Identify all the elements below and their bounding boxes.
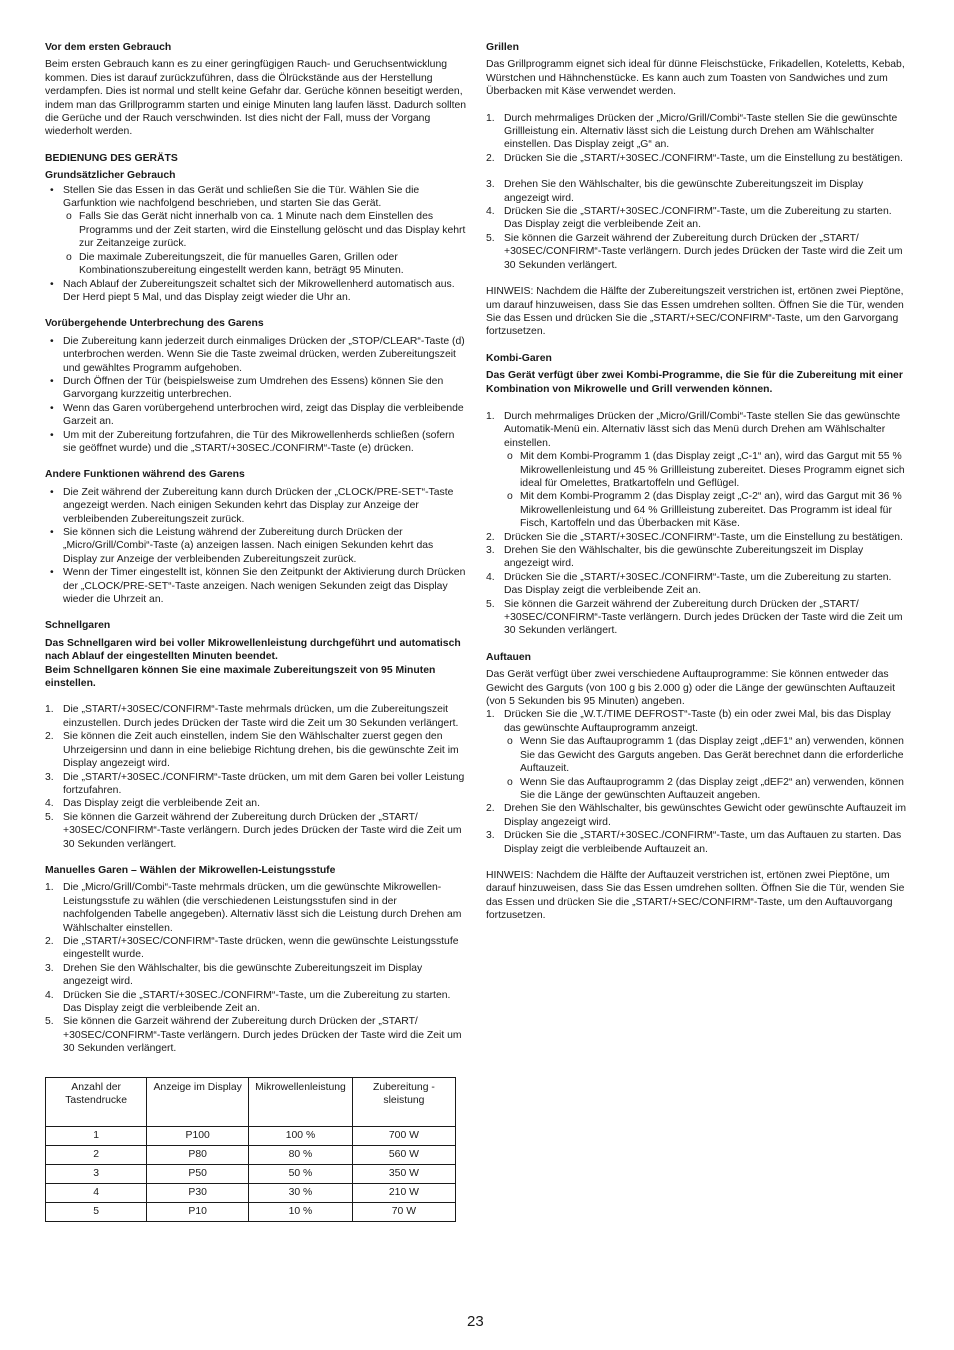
list-item: 1. Durch mehrmaliges Drücken der „Micro/Grill/Combi“-Taste stellen Sie die gewünschte Grillleistung ein. Alternativ lässt sich die Leistung durch Drehen am Wählschalter einstellen. Das Display zeigt „G“ an. xyxy=(486,112,898,151)
table-body xyxy=(46,1126,456,1221)
defrost-steps xyxy=(486,708,908,855)
grill-steps xyxy=(486,112,908,272)
manual-steps xyxy=(45,881,467,1055)
list-item: 2. Drehen Sie den Wählschalter, bis gewünschtes Gewicht oder gewünschte Auftauzeit im Display angezeigt wird. xyxy=(486,803,906,828)
list-item: 5. Sie können die Garzeit während der Zubereitung durch Drücken der „START/ +30SEC/CONFIRM“-Taste verlängern. Durch jedes Drücken der Taste wird die Zeit um 30 Sekunden verlängert. xyxy=(45,811,462,850)
combi-sublist xyxy=(504,450,908,530)
column-header: Zubereitung -sleistung xyxy=(352,1077,455,1126)
table-cell: 50 % xyxy=(249,1164,353,1183)
step-text: Die „START/+30SEC./CONFIRM“-Taste drücken, um mit dem Garen bei voller Leistung fortzufahren. xyxy=(63,771,465,796)
list-item: • Wenn das Garen vorübergehend unterbrochen wird, zeigt das Display die verbleibende Garzeit an. xyxy=(45,402,467,429)
list-item: 2. Drücken Sie die „START/+30SEC./CONFIRM“-Taste, um die Einstellung zu bestätigen. xyxy=(486,152,903,164)
table-cell: 560 W xyxy=(352,1145,455,1164)
section-other-functions xyxy=(45,468,467,606)
quick-intro-line-1: Das Schnellgaren wird bei voller Mikrowellenleistung durchgeführt und automatisch nach Ablauf der eingestellten Minuten beendet. xyxy=(45,637,461,663)
table-header-row xyxy=(46,1077,456,1126)
power-level-table xyxy=(45,1077,456,1222)
step-text: Drücken Sie die „START/+30SEC./CONFIRM"-Taste, um die Zubereitung zu starten. Das Display zeigt die verbleibende Zeit an. xyxy=(504,206,892,231)
heading-interruption: Vorübergehende Unterbrechung des Garens xyxy=(45,318,264,330)
list-item: 4. Das Display zeigt die verbleibende Zeit an. xyxy=(45,798,260,810)
other-functions-list xyxy=(45,486,467,607)
combi-intro: Das Gerät verfügt über zwei Kombi-Programme, die Sie für die Zubereitung mit einer Kombination von Mikrowelle und Grill verwenden können. xyxy=(486,370,903,395)
list-item: • Um mit der Zubereitung fortzufahren, die Tür des Mikrowellenherds schließen (sofern sie geöffnet wurde) und die „START/+30SEC./CONFIRM“-Taste (e) drücken. xyxy=(45,429,467,456)
left-column xyxy=(45,41,467,1222)
step-text: Sie können die Garzeit während der Zubereitung durch Drücken der „START/ +30SEC/CONFIRM“-Taste verlängern. Durch jedes Drücken der Taste wird die Zeit um 30 Sekunden verlängert. xyxy=(63,811,462,850)
heading-defrost: Auftauen xyxy=(486,651,532,663)
table-row xyxy=(46,1183,456,1202)
step-text: Sie können die Garzeit während der Zubereitung durch Drücken der „START/ +30SEC/CONFIRM“-Taste verlängern. Durch jedes Drücken der Taste wird die Zeit um 30 Sekunden verlängert. xyxy=(504,232,903,271)
step-text: Drücken Sie die „START/+30SEC./CONFIRM“-Taste, um das Auftauen zu starten. Das Display zeigt die verbleibende Auftauzeit an. xyxy=(504,830,902,855)
paragraph-defrost: Das Gerät verfügt über zwei verschiedene Auftauprogramme: Sie können entweder das Gewicht des Garguts (von 100 g bis 2.000 g) oder die Länge der gewünschten Auftauzeit (von 5 Sekunden bis 95 Minuten) angeben. xyxy=(486,669,895,708)
table-cell: 2 xyxy=(46,1145,147,1164)
step-text: Die „START/+30SEC/CONFIRM“-Taste mehrmals drücken, um die Zubereitungszeit einzustellen. Durch jedes Drücken der Taste wird die Zeit um 30 Sekunden verlängert. xyxy=(63,704,459,729)
list-item: • Die Zubereitung kann jederzeit durch einmaliges Drücken der „STOP/CLEAR“-Taste (d) unterbrochen werden. Wenn Sie die Taste zweimal drücken, werden Zubereitungszeit und gewähltes Programm aufgehoben. xyxy=(45,335,467,375)
list-item: 1. Die „Micro/Grill/Combi“-Taste mehrmals drücken, um die gewünschte Mikrowellen-Leistungsstufe zu wählen (die verschiedenen Leistungsstufen sind in der nachfolgenden Tabelle angegeben). Alternativ lässt sich die Leistung durch Drehen am Wählschalter einstellen. xyxy=(45,882,462,934)
step-text: Drehen Sie den Wählschalter, bis die gewünschte Zubereitungszeit im Display angezeigt wird. xyxy=(504,545,864,570)
column-header: Anzahl der Tastendrucke xyxy=(46,1077,147,1126)
defrost-note: HINWEIS: Nachdem die Hälfte der Auftauzeit verstrichen ist, ertönen zwei Pieptöne, um darauf hinzuweisen, dass Sie das Essen umdrehen sollten. Öffnen Sie die Tür, wenden Sie das Essen und drücken Sie die „START/+SEC/CONFIRM“-Taste, um den Auftauvorgang fortzusetzen. xyxy=(486,869,905,922)
interruption-list xyxy=(45,335,467,456)
section-basic-use xyxy=(45,169,467,304)
list-item: • Sie können sich die Leistung während der Zubereitung durch Drücken der „Micro/Grill/Combi“-Taste (a) anzeigen lassen. Nach einigen Sekunden kehrt das Display zur Anzeige der verbleibenden Zubereitungszeit zurück. xyxy=(45,526,467,566)
step-text: Die „START/+30SEC/CONFIRM“-Taste drücken, wenn die gewünschte Leistungsstufe eingestellt wurde. xyxy=(63,935,459,961)
section-combi xyxy=(486,352,908,651)
table-row xyxy=(46,1145,456,1164)
heading-combi: Kombi-Garen xyxy=(486,352,552,364)
heading-basic-use: Grundsätzlicher Gebrauch xyxy=(45,170,176,182)
section-manual-cooking xyxy=(45,864,467,1056)
list-item: 1. Drücken Sie die „W.T./TIME DEFROST“-Taste (b) ein oder zwei Mal, bis das Display das gewünschte Auftauprogramm anzeigt. o Wenn Sie das Auftauprogramm 1 (das Display zeigt „dEF1“ an) verwenden, können Sie das Gewicht des Garguts angeben. Das Gerät berechnet dann die erforderliche Auftauzeit. o Wenn Sie das Auftauprogramm 2 (das Display zeigt „dEF2“ an) verwenden, können Sie die Länge der gewünschten Auftauzeit angeben. xyxy=(486,708,908,802)
right-column xyxy=(486,41,908,936)
section-quick-cooking xyxy=(45,619,467,851)
paragraph-grill: Das Grillprogramm eignet sich ideal für dünne Fleischstücke, Frikadellen, Koteletts, Kebab, Würstchen und Hähnchenstücke. Es kann auch zum Toasten von Sandwiches und zum Überbacken mit Käse verwendet werden. xyxy=(486,59,905,98)
step-text: Drücken Sie die „START/+30SEC./CONFIRM“-Taste, um die Zubereitung zu starten. Das Display zeigt die verbleibende Zeit an. xyxy=(63,989,451,1014)
heading-grill: Grillen xyxy=(486,42,519,53)
table-cell: 350 W xyxy=(352,1164,455,1183)
step-text: Sie können die Garzeit während der Zubereitung durch Drücken der „START/ +30SEC/CONFIRM“-Taste verlängern. Durch jedes Drücken der Taste wird die Zeit um 30 Sekunden verlängert. xyxy=(504,598,903,637)
section-interruption xyxy=(45,317,467,455)
defrost-sublist xyxy=(504,735,908,802)
list-item: 2. Drücken Sie die „START/+30SEC./CONFIRM“-Taste, um die Einstellung zu bestätigen. xyxy=(486,531,903,543)
table-cell: 30 % xyxy=(249,1183,353,1202)
list-item: 4. Drücken Sie die „START/+30SEC./CONFIRM“-Taste, um die Zubereitung zu starten. Das Display zeigt die verbleibende Zeit an. xyxy=(45,989,451,1014)
step-text: Das Display zeigt die verbleibende Zeit an. xyxy=(63,798,260,810)
table-cell: 3 xyxy=(46,1164,147,1183)
table-cell: 100 % xyxy=(249,1126,353,1145)
list-item: 3. Drehen Sie den Wählschalter, bis die gewünschte Zubereitungszeit im Display angezeigt wird. xyxy=(45,962,423,988)
table-cell: 4 xyxy=(46,1183,147,1202)
table-cell: 10 % xyxy=(249,1202,353,1221)
table-row xyxy=(46,1164,456,1183)
basic-use-sublist xyxy=(63,210,467,277)
step-text: Drehen Sie den Wählschalter, bis die gewünschte Zubereitungszeit im Display angezeigt wird. xyxy=(504,179,864,204)
combi-steps xyxy=(486,410,908,638)
table-cell: P50 xyxy=(147,1164,249,1183)
table-cell: 80 % xyxy=(249,1145,353,1164)
table-row xyxy=(46,1126,456,1145)
heading-manual-cooking: Manuelles Garen – Wählen der Mikrowellen-Leistungsstufe xyxy=(45,864,336,876)
step-text: Sie können die Zeit auch einstellen, indem Sie den Wählschalter zuerst gegen den Uhrzeigersinn und dann in eine beliebige Richtung drehen, bis die gewünschte Zeit im Display angezeigt wird. xyxy=(63,731,459,770)
grill-note: HINWEIS: Nachdem die Hälfte der Zubereitungszeit verstrichen ist, ertönen zwei Pieptöne, um darauf hinzuweisen, dass Sie das Essen umdrehen sollten. Öffnen Sie die Tür, wenden Sie das Essen und drücken Sie die „START/+SEC/CONFIRM“-Taste, um den Garvorgang fortzusetzen. xyxy=(486,286,904,338)
heading-operation: BEDIENUNG DES GERÄTS xyxy=(45,152,178,164)
step-text: Drücken Sie die „START/+30SEC./CONFIRM“-Taste, um die Einstellung zu bestätigen. xyxy=(504,152,903,164)
step-text: Sie können die Garzeit während der Zubereitung durch Drücken der „START/ +30SEC/CONFIRM“-Taste verlängern. Durch jedes Drücken der Taste wird die Zeit um 30 Sekunden verlängert. xyxy=(63,1016,462,1055)
quick-intro-line-2: Beim Schnellgaren können Sie eine maximale Zubereitungszeit von 95 Minuten einstellen. xyxy=(45,664,436,690)
column-header: Anzeige im Display xyxy=(147,1077,249,1126)
step-text: Durch mehrmaliges Drücken der „Micro/Grill/Combi“-Taste stellen Sie das gewünschte Automatik-Menü ein. Alternativ lässt sich das Menü durch Drehen am Wählschalter einstellen. xyxy=(504,410,901,449)
table-cell: 210 W xyxy=(352,1183,455,1202)
section-defrost xyxy=(486,651,908,923)
list-item: 2. Die „START/+30SEC/CONFIRM“-Taste drücken, wenn die gewünschte Leistungsstufe eingestellt wurde. xyxy=(45,935,459,961)
list-item: 5. Sie können die Garzeit während der Zubereitung durch Drücken der „START/ +30SEC/CONFIRM“-Taste verlängern. Durch jedes Drücken der Taste wird die Zeit um 30 Sekunden verlängert. xyxy=(45,1016,462,1055)
list-item-text: Stellen Sie das Essen in das Gerät und schließen Sie die Tür. Wählen Sie die Garfunktion wie nachfolgend beschrieben, und starten Sie das Gerät. xyxy=(63,184,420,210)
list-item: • Nach Ablauf der Zubereitungszeit schaltet sich der Mikrowellenherd automatisch aus. Der Herd piept 5 Mal, und das Display zeigt wieder die Uhr an. xyxy=(45,278,467,305)
sub-list-item: o Wenn Sie das Auftauprogramm 2 (das Display zeigt „dEF2“ an) verwenden, können Sie die Länge der gewünschten Auftauzeit angeben. xyxy=(504,776,908,803)
list-item: • Wenn der Timer eingestellt ist, können Sie den Zeitpunkt der Aktivierung durch Drücken der „CLOCK/PRE-SET“-Taste anzeigen. Nach wenigen Sekunden zeigt das Display wieder die Uhrzeit an. xyxy=(45,566,467,606)
table-cell: P80 xyxy=(147,1145,249,1164)
list-item: 3. Drehen Sie den Wählschalter, bis die gewünschte Zubereitungszeit im Display angezeigt wird. xyxy=(486,179,864,204)
list-item: • Die Zeit während der Zubereitung kann durch Drücken der „CLOCK/PRE-SET“-Taste angezeigt werden. Nach einigen Sekunden kehrt das Display zur Anzeige der verbleibenden Zubereitungszeit zurück. xyxy=(45,486,467,526)
step-text: Die „Micro/Grill/Combi“-Taste mehrmals drücken, um die gewünschte Mikrowellen-Leistungsstufe zu wählen (die verschiedenen Leistungsstufen sind in der nachfolgenden Tabelle angegeben). Alternativ lässt sich die Leistung durch Drehen am Wählschalter einstellen. xyxy=(63,882,462,934)
list-item: 3. Die „START/+30SEC./CONFIRM“-Taste drücken, um mit dem Garen bei voller Leistung fortzufahren. xyxy=(45,771,465,796)
table-cell: P30 xyxy=(147,1183,249,1202)
basic-use-list xyxy=(45,184,467,305)
paragraph-first-use: Beim ersten Gebrauch kann es zu einer geringfügigen Rauch- und Geruchsentwicklung kommen. Dies ist darauf zurückzuführen, dass die Ölrückstände aus der Herstellung verdampfen. Dies ist normal und stellt keine Gefahr dar. Gerüche können beseitigt werden, indem man das Grillprogramm starten und einige Minuten lang laufen lässt. Dadurch sollten die Gerüche und der Rauch verschwinden. Ist dies nicht der Fall, muss der Vorgang wiederholt werden. xyxy=(45,59,467,138)
step-text: Drücken Sie die „W.T./TIME DEFROST“-Taste (b) ein oder zwei Mal, bis das Display das gewünschte Auftauprogramm anzeigt. xyxy=(504,709,891,734)
quick-steps xyxy=(45,703,467,850)
step-text: Drücken Sie die „START/+30SEC./CONFIRM“-Taste, um die Einstellung zu bestätigen. xyxy=(504,531,903,543)
list-item xyxy=(45,184,467,278)
list-item: 3. Drehen Sie den Wählschalter, bis die gewünschte Zubereitungszeit im Display angezeigt wird. xyxy=(486,545,864,570)
table-cell: 5 xyxy=(46,1202,147,1221)
column-header: Mikrowellenleistung xyxy=(249,1077,353,1126)
heading-other-functions: Andere Funktionen während des Garens xyxy=(45,469,245,481)
sub-list-item: o Mit dem Kombi-Programm 1 (das Display zeigt „C-1“ an), wird das Gargut mit 55 % Mikrowellenleistung und 45 % Grillleistung zubereitet. Dieses Programm eignet sich ideal für Omelettes, Bratkartoffeln und Geflügel. xyxy=(504,450,908,490)
table-cell: P100 xyxy=(147,1126,249,1145)
step-text: Drücken Sie die „START/+30SEC./CONFIRM“-Taste, um die Zubereitung zu starten. Das Display zeigt die verbleibende Zeit an. xyxy=(504,571,892,597)
quick-intro xyxy=(45,637,467,691)
list-item: 3. Drücken Sie die „START/+30SEC./CONFIRM“-Taste, um das Auftauen zu starten. Das Display zeigt die verbleibende Auftauzeit an. xyxy=(486,830,902,855)
section-grill xyxy=(486,41,908,339)
list-item: 1. Durch mehrmaliges Drücken der „Micro/Grill/Combi“-Taste stellen Sie das gewünschte Automatik-Menü ein. Alternativ lässt sich das Menü durch Drehen am Wählschalter einstellen. o Mit dem Kombi-Programm 1 (das Display zeigt „C-1“ an), wird das Gargut mit 55 % Mikrowellenleistung und 45 % Grillleistung zubereitet. Dieses Programm eignet sich ideal für Omelettes, Bratkartoffeln und Geflügel. o Mit dem Kombi-Programm 2 (das Display zeigt „C-2“ an), wird das Gargut mit 36 % Mikrowellenleistung und 64 % Grillleistung zubereitet. Das Programm ist ideal für Fisch, Kartoffeln und das Überbacken mit Käse. xyxy=(486,410,908,531)
table-cell: 700 W xyxy=(352,1126,455,1145)
table-cell: 70 W xyxy=(352,1202,455,1221)
heading-first-use: Vor dem ersten Gebrauch xyxy=(45,42,172,53)
page-number: 23 xyxy=(467,1313,484,1330)
list-item: 1. Die „START/+30SEC/CONFIRM“-Taste mehrmals drücken, um die Zubereitungszeit einzustellen. Durch jedes Drücken der Taste wird die Zeit um 30 Sekunden verlängert. xyxy=(45,704,459,729)
list-item: • Durch Öffnen der Tür (beispielsweise zum Umdrehen des Essens) können Sie den Garvorgang kurzzeitig unterbrechen. xyxy=(45,375,467,402)
sub-list-item: o Die maximale Zubereitungszeit, die für manuelles Garen, Grillen oder Kombinationszubereitung eingestellt werden kann, beträgt 95 Minuten. xyxy=(63,251,467,278)
list-item: 5. Sie können die Garzeit während der Zubereitung durch Drücken der „START/ +30SEC/CONFIRM“-Taste verlängern. Durch jedes Drücken der Taste wird die Zeit um 30 Sekunden verlängert. xyxy=(486,232,903,271)
step-text: Drehen Sie den Wählschalter, bis die gewünschte Zubereitungszeit im Display angezeigt wird. xyxy=(63,962,423,988)
table-cell: 1 xyxy=(46,1126,147,1145)
list-item: 2. Sie können die Zeit auch einstellen, indem Sie den Wählschalter zuerst gegen den Uhrzeigersinn und dann in eine beliebige Richtung drehen, bis die gewünschte Zeit im Display angezeigt wird. xyxy=(45,731,459,770)
table-cell: P10 xyxy=(147,1202,249,1221)
sub-list-item: o Mit dem Kombi-Programm 2 (das Display zeigt „C-2“ an), wird das Gargut mit 36 % Mikrowellenleistung und 64 % Grillleistung zubereitet. Das Programm ist ideal für Fisch, Kartoffeln und das Überbacken mit Käse. xyxy=(504,490,908,530)
list-item: 4. Drücken Sie die „START/+30SEC./CONFIRM"-Taste, um die Zubereitung zu starten. Das Display zeigt die verbleibende Zeit an. xyxy=(486,206,892,231)
section-first-use xyxy=(45,41,467,139)
heading-quick-cooking: Schnellgaren xyxy=(45,620,111,632)
list-item: 5. Sie können die Garzeit während der Zubereitung durch Drücken der „START/ +30SEC/CONFIRM“-Taste verlängern. Durch jedes Drücken der Taste wird die Zeit um 30 Sekunden verlängert. xyxy=(486,598,903,637)
sub-list-item: o Wenn Sie das Auftauprogramm 1 (das Display zeigt „dEF1“ an) verwenden, können Sie das Gewicht des Garguts angeben. Das Gerät berechnet dann die erforderliche Auftauzeit. xyxy=(504,735,908,775)
table-row xyxy=(46,1202,456,1221)
list-item: 4. Drücken Sie die „START/+30SEC./CONFIRM“-Taste, um die Zubereitung zu starten. Das Display zeigt die verbleibende Zeit an. xyxy=(486,571,892,597)
step-text: Drehen Sie den Wählschalter, bis gewünschtes Gewicht oder gewünschte Auftauzeit im Display angezeigt wird. xyxy=(504,803,906,828)
step-text: Durch mehrmaliges Drücken der „Micro/Grill/Combi“-Taste stellen Sie die gewünschte Grillleistung ein. Alternativ lässt sich die Leistung durch Drehen am Wählschalter einstellen. Das Display zeigt „G“ an. xyxy=(504,112,898,151)
sub-list-item: o Falls Sie das Gerät nicht innerhalb von ca. 1 Minute nach dem Einstellen des Programms und der Zeit starten, wird die Einstellung gelöscht und das Display kehrt zur Zeitanzeige zurück. xyxy=(63,210,467,250)
